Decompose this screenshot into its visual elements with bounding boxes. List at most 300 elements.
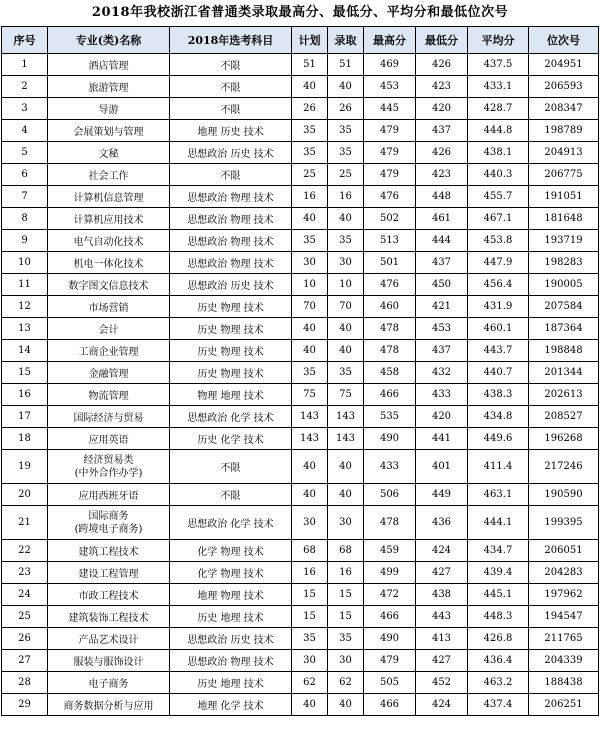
cell-max-score: 476 [364,186,416,208]
cell-avg-score: 439.4 [468,562,529,584]
cell-max-score: 501 [364,252,416,274]
cell-admitted: 15 [328,584,364,606]
cell-min-score: 438 [416,584,468,606]
cell-admitted: 143 [328,428,364,450]
cell-max-score: 479 [364,650,416,672]
table-row [2,230,599,252]
table-row [2,562,599,584]
cell-min-score: 432 [416,362,468,384]
cell-rank: 198789 [529,120,599,142]
cell-avg-score: 431.9 [468,296,529,318]
cell-max-score: 478 [364,506,416,540]
cell-admitted: 40 [328,318,364,340]
cell-subjects: 地理 历史 技术 [170,120,292,142]
cell-max-score: 472 [364,584,416,606]
table-row [2,506,599,540]
cell-seq: 4 [2,120,48,142]
cell-rank: 190590 [529,484,599,506]
cell-subjects: 思想政治 历史 技术 [170,628,292,650]
cell-admitted: 35 [328,142,364,164]
cell-subjects: 思想政治 化学 技术 [170,506,292,540]
cell-admitted: 143 [328,406,364,428]
cell-line: (跨境电子商务) [74,523,143,535]
cell-major-name: 建筑装饰工程技术 [48,606,170,628]
cell-rank: 204951 [529,54,599,76]
cell-min-score: 452 [416,672,468,694]
cell-min-score: 461 [416,208,468,230]
cell-avg-score: 443.7 [468,340,529,362]
cell-avg-score: 444.8 [468,120,529,142]
page-title: 2018年我校浙江省普通类录取最高分、最低分、平均分和最低位次号 [91,5,509,20]
cell-avg-score: 444.1 [468,506,529,540]
cell-rank: 194547 [529,606,599,628]
cell-rank: 199395 [529,506,599,540]
table-row [2,694,599,716]
table-row [2,340,599,362]
cell-line: (中外合作办学) [74,467,143,479]
cell-max-score: 460 [364,296,416,318]
cell-min-score: 424 [416,694,468,716]
cell-major-name: 计算机信息管理 [48,186,170,208]
cell-subjects: 地理 化学 技术 [170,694,292,716]
cell-rank: 208347 [529,98,599,120]
cell-plan: 40 [292,340,328,362]
header-subjects: 2018年选考科目 [170,27,292,54]
cell-min-score: 453 [416,318,468,340]
cell-subjects: 思想政治 物理 技术 [170,230,292,252]
cell-plan: 40 [292,208,328,230]
cell-seq: 2 [2,76,48,98]
cell-admitted: 25 [328,164,364,186]
cell-max-score: 466 [364,384,416,406]
cell-rank: 206775 [529,164,599,186]
cell-plan: 75 [292,384,328,406]
cell-subjects: 思想政治 物理 技术 [170,650,292,672]
cell-min-score: 426 [416,142,468,164]
cell-major-name: 工商企业管理 [48,340,170,362]
cell-rank: 201344 [529,362,599,384]
cell-major-name: 产品艺术设计 [48,628,170,650]
cell-avg-score: 438.1 [468,142,529,164]
table-row [2,428,599,450]
cell-min-score: 448 [416,186,468,208]
cell-major-name [48,450,170,484]
cell-major-name: 电子商务 [48,672,170,694]
cell-max-score: 479 [364,120,416,142]
cell-min-score: 437 [416,340,468,362]
cell-plan: 10 [292,274,328,296]
cell-max-score: 466 [364,606,416,628]
cell-subjects: 历史 物理 技术 [170,318,292,340]
cell-rank: 196268 [529,428,599,450]
table-row [2,672,599,694]
cell-avg-score: 411.4 [468,450,529,484]
cell-admitted: 40 [328,450,364,484]
cell-avg-score: 463.2 [468,672,529,694]
cell-max-score: 478 [364,318,416,340]
cell-avg-score: 455.7 [468,186,529,208]
cell-admitted: 51 [328,54,364,76]
cell-major-name: 应用英语 [48,428,170,450]
cell-seq: 22 [2,540,48,562]
cell-plan: 40 [292,318,328,340]
table-row [2,406,599,428]
cell-subjects: 化学 物理 技术 [170,562,292,584]
cell-max-score: 506 [364,484,416,506]
cell-min-score: 421 [416,296,468,318]
header-plan: 计划 [292,27,328,54]
cell-plan: 25 [292,164,328,186]
cell-subjects: 历史 物理 技术 [170,362,292,384]
cell-min-score: 437 [416,252,468,274]
cell-avg-score: 449.6 [468,428,529,450]
cell-avg-score: 440.7 [468,362,529,384]
cell-min-score: 401 [416,450,468,484]
cell-admitted: 40 [328,76,364,98]
table-row [2,384,599,406]
cell-min-score: 449 [416,484,468,506]
cell-rank: 211765 [529,628,599,650]
cell-plan: 30 [292,506,328,540]
cell-major-name: 会展策划与管理 [48,120,170,142]
cell-seq: 21 [2,506,48,540]
cell-seq: 16 [2,384,48,406]
cell-major-name: 商务数据分析与应用 [48,694,170,716]
table-row [2,584,599,606]
cell-admitted: 30 [328,506,364,540]
cell-major-name: 旅游管理 [48,76,170,98]
cell-max-score: 458 [364,362,416,384]
cell-major-name: 金融管理 [48,362,170,384]
cell-major-name: 文秘 [48,142,170,164]
cell-avg-score: 460.1 [468,318,529,340]
cell-avg-score: 426.8 [468,628,529,650]
cell-admitted: 62 [328,672,364,694]
cell-seq: 14 [2,340,48,362]
cell-plan: 35 [292,120,328,142]
cell-rank: 181648 [529,208,599,230]
cell-rank: 198283 [529,252,599,274]
cell-max-score: 479 [364,142,416,164]
cell-subjects: 思想政治 物理 技术 [170,186,292,208]
table-row [2,120,599,142]
table-row [2,98,599,120]
cell-admitted: 40 [328,340,364,362]
table-row [2,650,599,672]
cell-subjects: 不限 [170,54,292,76]
cell-major-name: 酒店管理 [48,54,170,76]
cell-rank: 188438 [529,672,599,694]
table-row [2,362,599,384]
cell-max-score: 445 [364,98,416,120]
cell-avg-score: 436.4 [468,650,529,672]
cell-subjects: 不限 [170,450,292,484]
table-row [2,450,599,484]
cell-plan: 16 [292,186,328,208]
cell-admitted: 26 [328,98,364,120]
cell-min-score: 441 [416,428,468,450]
cell-subjects: 物理 地理 技术 [170,384,292,406]
cell-avg-score: 433.1 [468,76,529,98]
cell-avg-score: 434.8 [468,406,529,428]
cell-admitted: 15 [328,606,364,628]
cell-admitted: 16 [328,186,364,208]
cell-rank: 204913 [529,142,599,164]
cell-admitted: 40 [328,208,364,230]
cell-admitted: 70 [328,296,364,318]
cell-subjects: 思想政治 物理 技术 [170,252,292,274]
cell-subjects: 历史 物理 技术 [170,340,292,362]
cell-major-name: 市场营销 [48,296,170,318]
cell-plan: 16 [292,562,328,584]
cell-seq: 7 [2,186,48,208]
cell-seq: 27 [2,650,48,672]
cell-subjects: 思想政治 化学 技术 [170,406,292,428]
cell-admitted: 35 [328,120,364,142]
cell-seq: 13 [2,318,48,340]
cell-seq: 17 [2,406,48,428]
cell-max-score: 502 [364,208,416,230]
cell-admitted: 35 [328,362,364,384]
cell-plan: 35 [292,142,328,164]
cell-rank: 198848 [529,340,599,362]
cell-rank: 207584 [529,296,599,318]
cell-seq: 18 [2,428,48,450]
cell-admitted: 35 [328,628,364,650]
cell-plan: 143 [292,406,328,428]
cell-min-score: 413 [416,628,468,650]
cell-admitted: 40 [328,484,364,506]
cell-plan: 15 [292,606,328,628]
cell-admitted: 35 [328,230,364,252]
cell-rank: 206593 [529,76,599,98]
cell-seq: 3 [2,98,48,120]
table-row [2,274,599,296]
cell-min-score: 420 [416,406,468,428]
cell-major-name: 应用西班牙语 [48,484,170,506]
cell-plan: 30 [292,252,328,274]
cell-major-name: 建设工程管理 [48,562,170,584]
cell-admitted: 16 [328,562,364,584]
cell-min-score: 433 [416,384,468,406]
cell-avg-score: 434.7 [468,540,529,562]
cell-avg-score: 467.1 [468,208,529,230]
cell-rank: 204339 [529,650,599,672]
cell-avg-score: 453.8 [468,230,529,252]
table-row [2,252,599,274]
cell-admitted: 75 [328,384,364,406]
cell-subjects: 历史 化学 技术 [170,428,292,450]
cell-seq: 5 [2,142,48,164]
cell-admitted: 40 [328,694,364,716]
cell-plan: 143 [292,428,328,450]
cell-max-score: 453 [364,76,416,98]
cell-max-score: 459 [364,540,416,562]
cell-subjects: 历史 地理 技术 [170,606,292,628]
cell-max-score: 490 [364,428,416,450]
cell-max-score: 499 [364,562,416,584]
cell-seq: 11 [2,274,48,296]
cell-seq: 10 [2,252,48,274]
cell-rank: 208527 [529,406,599,428]
cell-min-score: 423 [416,164,468,186]
cell-subjects: 不限 [170,76,292,98]
cell-plan: 35 [292,230,328,252]
cell-avg-score: 447.9 [468,252,529,274]
cell-min-score: 427 [416,562,468,584]
table-row [2,318,599,340]
cell-avg-score: 445.1 [468,584,529,606]
cell-plan: 15 [292,584,328,606]
cell-major-name [48,506,170,540]
header-min-score: 最低分 [416,27,468,54]
cell-avg-score: 448.3 [468,606,529,628]
cell-min-score: 423 [416,76,468,98]
cell-admitted: 68 [328,540,364,562]
cell-major-name: 导游 [48,98,170,120]
cell-subjects: 地理 物理 技术 [170,584,292,606]
cell-min-score: 426 [416,54,468,76]
cell-min-score: 437 [416,120,468,142]
cell-avg-score: 438.3 [468,384,529,406]
cell-max-score: 505 [364,672,416,694]
cell-avg-score: 428.7 [468,98,529,120]
cell-seq: 12 [2,296,48,318]
cell-seq: 20 [2,484,48,506]
cell-subjects: 化学 物理 技术 [170,540,292,562]
cell-subjects: 思想政治 物理 技术 [170,208,292,230]
cell-plan: 40 [292,76,328,98]
cell-max-score: 466 [364,694,416,716]
header-admitted: 录取 [328,27,364,54]
cell-min-score: 427 [416,650,468,672]
cell-max-score: 479 [364,164,416,186]
table-header-row [2,27,599,54]
cell-plan: 35 [292,628,328,650]
cell-major-name: 电气自动化技术 [48,230,170,252]
cell-major-name: 建筑工程技术 [48,540,170,562]
cell-plan: 70 [292,296,328,318]
cell-admitted: 10 [328,274,364,296]
table-row [2,540,599,562]
cell-subjects: 思想政治 历史 技术 [170,142,292,164]
cell-seq: 15 [2,362,48,384]
cell-subjects: 不限 [170,98,292,120]
cell-seq: 8 [2,208,48,230]
cell-plan: 30 [292,650,328,672]
cell-rank: 204283 [529,562,599,584]
cell-plan: 68 [292,540,328,562]
cell-major-name: 计算机应用技术 [48,208,170,230]
cell-subjects: 不限 [170,484,292,506]
table-row [2,186,599,208]
cell-line: 经济贸易类 [83,454,134,466]
table-body [2,54,599,716]
cell-max-score: 490 [364,628,416,650]
cell-subjects: 思想政治 历史 技术 [170,274,292,296]
cell-major-name: 数字图文信息技术 [48,274,170,296]
cell-max-score: 535 [364,406,416,428]
cell-major-name: 会计 [48,318,170,340]
table-row [2,606,599,628]
cell-subjects: 历史 地理 技术 [170,672,292,694]
header-seq: 序号 [2,27,48,54]
cell-major-name: 物流管理 [48,384,170,406]
table-row [2,484,599,506]
cell-max-score: 478 [364,340,416,362]
cell-rank: 193719 [529,230,599,252]
cell-admitted: 30 [328,650,364,672]
table-row [2,76,599,98]
cell-major-name: 社会工作 [48,164,170,186]
cell-rank: 206251 [529,694,599,716]
admission-table [1,26,599,716]
cell-plan: 40 [292,450,328,484]
cell-seq: 29 [2,694,48,716]
cell-major-name: 国际经济与贸易 [48,406,170,428]
cell-seq: 1 [2,54,48,76]
cell-seq: 19 [2,450,48,484]
cell-subjects: 历史 物理 技术 [170,296,292,318]
cell-seq: 28 [2,672,48,694]
cell-max-score: 476 [364,274,416,296]
cell-plan: 35 [292,362,328,384]
cell-seq: 6 [2,164,48,186]
cell-min-score: 436 [416,506,468,540]
cell-seq: 25 [2,606,48,628]
cell-min-score: 450 [416,274,468,296]
cell-subjects: 不限 [170,164,292,186]
cell-min-score: 420 [416,98,468,120]
header-rank: 位次号 [529,27,599,54]
table-row [2,296,599,318]
cell-avg-score: 463.1 [468,484,529,506]
cell-avg-score: 437.5 [468,54,529,76]
cell-major-name: 市政工程技术 [48,584,170,606]
cell-rank: 187364 [529,318,599,340]
table-row [2,628,599,650]
cell-min-score: 443 [416,606,468,628]
cell-rank: 191051 [529,186,599,208]
cell-major-name: 服装与服饰设计 [48,650,170,672]
table-row [2,208,599,230]
cell-seq: 23 [2,562,48,584]
cell-avg-score: 440.3 [468,164,529,186]
cell-rank: 202613 [529,384,599,406]
cell-seq: 9 [2,230,48,252]
cell-max-score: 469 [364,54,416,76]
cell-line: 国际商务 [88,510,129,522]
cell-rank: 206051 [529,540,599,562]
cell-max-score: 433 [364,450,416,484]
cell-plan: 40 [292,484,328,506]
cell-rank: 190005 [529,274,599,296]
cell-avg-score: 437.4 [468,694,529,716]
table-row [2,142,599,164]
header-major-name: 专业(类)名称 [48,27,170,54]
cell-seq: 24 [2,584,48,606]
cell-rank: 197962 [529,584,599,606]
cell-plan: 62 [292,672,328,694]
cell-plan: 51 [292,54,328,76]
cell-max-score: 513 [364,230,416,252]
table-row [2,54,599,76]
cell-admitted: 30 [328,252,364,274]
header-avg-score: 平均分 [468,27,529,54]
cell-avg-score: 456.4 [468,274,529,296]
cell-major-name: 机电一体化技术 [48,252,170,274]
header-max-score: 最高分 [364,27,416,54]
